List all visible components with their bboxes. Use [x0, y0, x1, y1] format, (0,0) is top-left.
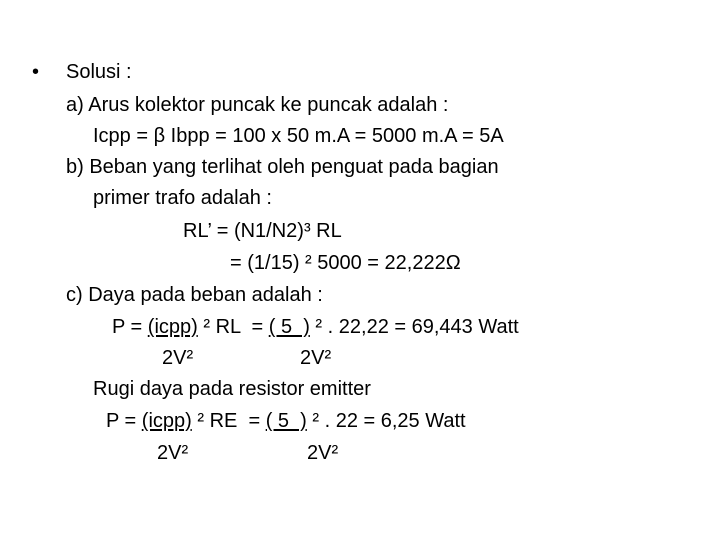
equation-result: ² . 22,22 = 69,443 Watt — [309, 316, 519, 338]
part-b-title-continued: primer trafo adalah : — [93, 187, 272, 209]
heading-solusi: Solusi : — [66, 61, 132, 83]
numerator-value: ( 5 ) — [268, 316, 310, 338]
part-b-title: b) Beban yang terlihat oleh penguat pada bagian — [66, 156, 499, 178]
rugi-daya-equation — [106, 409, 466, 433]
part-c-title: c) Daya pada beban adalah : — [66, 284, 323, 306]
part-b-formula-result: = (1/15) ² 5000 = 22,222Ω — [230, 252, 461, 274]
denominator-first: 2V² — [162, 347, 194, 369]
denominator-first: 2V² — [157, 442, 189, 464]
equation-result: ² . 22 = 6,25 Watt — [306, 410, 466, 432]
rugi-daya-title: Rugi daya pada resistor emitter — [93, 378, 371, 400]
numerator-value: ( 5 ) — [265, 410, 307, 432]
equation-lhs: P = — [112, 316, 148, 338]
part-a-title: a) Arus kolektor puncak ke puncak adalah : — [66, 94, 449, 116]
denominator-second: 2V² — [300, 347, 332, 369]
part-a-formula: Icpp = β Ibpp = 100 x 50 m.A = 5000 m.A = 5A — [93, 125, 504, 147]
part-b-formula-ratio: RL’ = (N1/N2)³ RL — [183, 220, 342, 242]
denominator-second: 2V² — [307, 442, 339, 464]
bullet-marker: • — [32, 61, 40, 83]
numerator-icpp: (icpp) — [147, 316, 198, 338]
equation-middle: ² RE = — [191, 410, 266, 432]
part-c-load-power-equation — [112, 315, 519, 339]
equation-middle: ² RL = — [197, 316, 269, 338]
numerator-icpp: (icpp) — [141, 410, 192, 432]
equation-lhs: P = — [106, 410, 142, 432]
